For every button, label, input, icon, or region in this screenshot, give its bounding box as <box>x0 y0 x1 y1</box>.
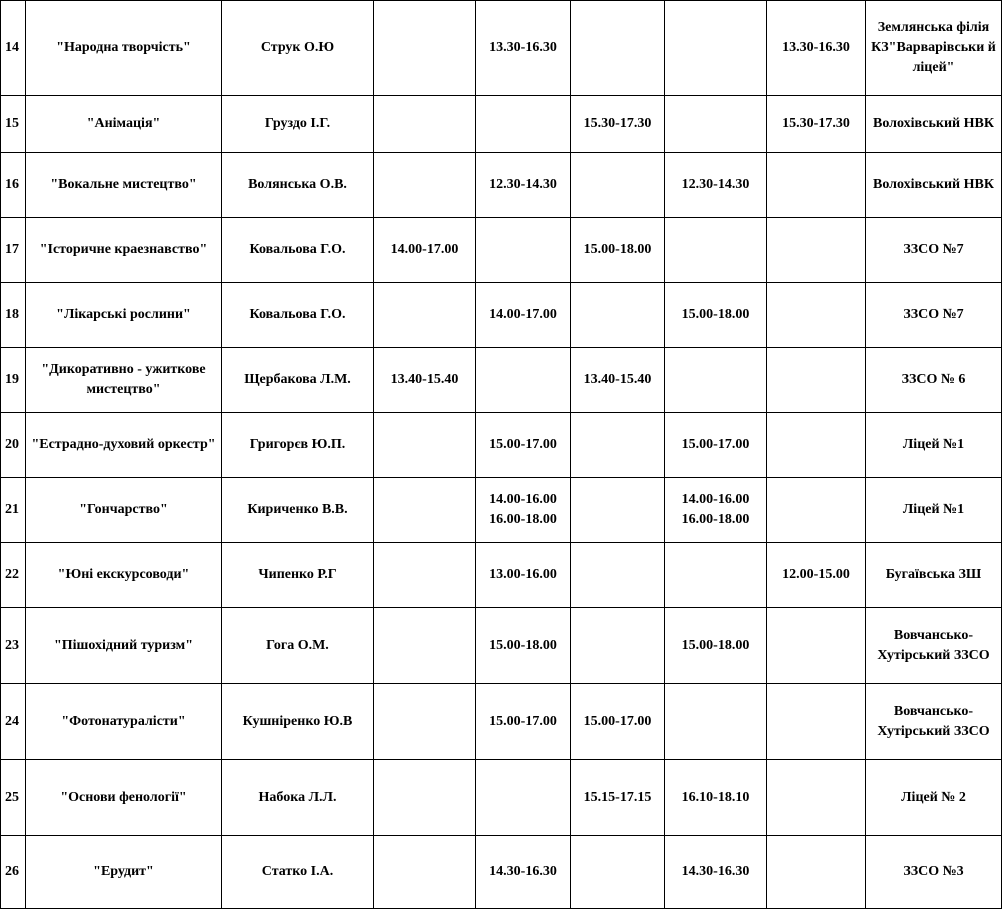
row-number: 18 <box>1 283 26 348</box>
club-name: "Естрадно-духовий оркестр" <box>26 413 222 478</box>
location: Волохівський НВК <box>866 153 1002 218</box>
schedule-wednesday <box>571 478 665 543</box>
row-number: 23 <box>1 608 26 684</box>
row-number: 19 <box>1 348 26 413</box>
schedule-tuesday: 15.00-17.00 <box>476 684 571 760</box>
schedule-friday <box>767 478 866 543</box>
schedule-monday <box>374 153 476 218</box>
teacher-name: Чипенко Р.Г <box>222 543 374 608</box>
club-name: "Анімація" <box>26 96 222 153</box>
club-name: "Дикоративно - ужиткове мистецтво" <box>26 348 222 413</box>
schedule-thursday <box>665 1 767 96</box>
schedule-thursday <box>665 218 767 283</box>
table-row <box>1 413 1002 478</box>
schedule-wednesday <box>571 413 665 478</box>
club-name: "Гончарство" <box>26 478 222 543</box>
schedule-friday <box>767 836 866 909</box>
schedule-wednesday: 15.00-18.00 <box>571 218 665 283</box>
schedule-friday <box>767 760 866 836</box>
row-number: 16 <box>1 153 26 218</box>
schedule-thursday: 14.30-16.30 <box>665 836 767 909</box>
club-name: "Історичне краезнавство" <box>26 218 222 283</box>
schedule-wednesday <box>571 836 665 909</box>
teacher-name: Струк О.Ю <box>222 1 374 96</box>
table-row <box>1 96 1002 153</box>
schedule-monday <box>374 283 476 348</box>
schedule-thursday: 16.10-18.10 <box>665 760 767 836</box>
schedule-monday <box>374 478 476 543</box>
teacher-name: Кириченко В.В. <box>222 478 374 543</box>
schedule-thursday: 15.00-18.00 <box>665 608 767 684</box>
schedule-friday <box>767 348 866 413</box>
teacher-name: Ковальова Г.О. <box>222 218 374 283</box>
location: ЗЗСО №7 <box>866 218 1002 283</box>
schedule-tuesday: 14.00-17.00 <box>476 283 571 348</box>
schedule-wednesday: 15.15-17.15 <box>571 760 665 836</box>
club-name: "Ерудит" <box>26 836 222 909</box>
schedule-tuesday <box>476 218 571 283</box>
table-row <box>1 1 1002 96</box>
schedule-monday <box>374 543 476 608</box>
location: Ліцей № 2 <box>866 760 1002 836</box>
schedule-friday <box>767 413 866 478</box>
table-row <box>1 543 1002 608</box>
club-name: "Лікарські рослини" <box>26 283 222 348</box>
row-number: 15 <box>1 96 26 153</box>
schedule-wednesday: 15.30-17.30 <box>571 96 665 153</box>
schedule-tuesday: 14.30-16.30 <box>476 836 571 909</box>
row-number: 20 <box>1 413 26 478</box>
schedule-monday <box>374 1 476 96</box>
location: Вовчансько-Хутірський ЗЗСО <box>866 684 1002 760</box>
schedule-thursday <box>665 684 767 760</box>
table-row <box>1 218 1002 283</box>
teacher-name: Груздо І.Г. <box>222 96 374 153</box>
table-row <box>1 283 1002 348</box>
schedule-monday <box>374 96 476 153</box>
schedule-friday <box>767 684 866 760</box>
table-row <box>1 608 1002 684</box>
teacher-name: Волянська О.В. <box>222 153 374 218</box>
teacher-name: Ковальова Г.О. <box>222 283 374 348</box>
location: ЗЗСО №7 <box>866 283 1002 348</box>
table-row <box>1 153 1002 218</box>
location: ЗЗСО №3 <box>866 836 1002 909</box>
schedule-wednesday <box>571 608 665 684</box>
row-number: 22 <box>1 543 26 608</box>
row-number: 26 <box>1 836 26 909</box>
schedule-friday: 12.00-15.00 <box>767 543 866 608</box>
schedule-wednesday <box>571 543 665 608</box>
table-row <box>1 760 1002 836</box>
location: Ліцей №1 <box>866 478 1002 543</box>
schedule-monday <box>374 836 476 909</box>
table-body <box>1 1 1002 909</box>
schedule-friday <box>767 153 866 218</box>
location: Землянська філія КЗ"Варварівськи й ліцей" <box>866 1 1002 96</box>
row-number: 24 <box>1 684 26 760</box>
schedule-thursday <box>665 348 767 413</box>
schedule-monday <box>374 760 476 836</box>
schedule-wednesday: 15.00-17.00 <box>571 684 665 760</box>
club-name: "Вокальне мистецтво" <box>26 153 222 218</box>
schedule-tuesday <box>476 348 571 413</box>
teacher-name: Статко І.А. <box>222 836 374 909</box>
location: Вовчансько-Хутірський ЗЗСО <box>866 608 1002 684</box>
teacher-name: Гога О.М. <box>222 608 374 684</box>
schedule-thursday: 12.30-14.30 <box>665 153 767 218</box>
schedule-monday <box>374 684 476 760</box>
schedule-tuesday: 13.30-16.30 <box>476 1 571 96</box>
row-number: 14 <box>1 1 26 96</box>
schedule-wednesday <box>571 1 665 96</box>
schedule-monday <box>374 413 476 478</box>
schedule-tuesday <box>476 760 571 836</box>
row-number: 25 <box>1 760 26 836</box>
table-row <box>1 348 1002 413</box>
schedule-tuesday <box>476 96 571 153</box>
schedule-thursday <box>665 96 767 153</box>
schedule-tuesday: 13.00-16.00 <box>476 543 571 608</box>
schedule-tuesday: 15.00-18.00 <box>476 608 571 684</box>
schedule-friday: 15.30-17.30 <box>767 96 866 153</box>
schedule-thursday: 15.00-17.00 <box>665 413 767 478</box>
schedule-thursday: 14.00-16.00 16.00-18.00 <box>665 478 767 543</box>
schedule-thursday: 15.00-18.00 <box>665 283 767 348</box>
schedule-monday: 14.00-17.00 <box>374 218 476 283</box>
club-name: "Основи фенології" <box>26 760 222 836</box>
teacher-name: Щербакова Л.М. <box>222 348 374 413</box>
location: Ліцей №1 <box>866 413 1002 478</box>
teacher-name: Григорєв Ю.П. <box>222 413 374 478</box>
location: Бугаївська ЗШ <box>866 543 1002 608</box>
schedule-monday: 13.40-15.40 <box>374 348 476 413</box>
club-name: "Народна творчість" <box>26 1 222 96</box>
schedule-tuesday: 12.30-14.30 <box>476 153 571 218</box>
schedule-monday <box>374 608 476 684</box>
schedule-friday <box>767 218 866 283</box>
teacher-name: Набока Л.Л. <box>222 760 374 836</box>
club-name: "Пішохідний туризм" <box>26 608 222 684</box>
schedule-wednesday: 13.40-15.40 <box>571 348 665 413</box>
table-row <box>1 478 1002 543</box>
schedule-friday: 13.30-16.30 <box>767 1 866 96</box>
teacher-name: Кушніренко Ю.В <box>222 684 374 760</box>
location: ЗЗСО № 6 <box>866 348 1002 413</box>
location: Волохівський НВК <box>866 96 1002 153</box>
row-number: 21 <box>1 478 26 543</box>
club-name: "Фотонатуралісти" <box>26 684 222 760</box>
club-name: "Юні екскурсоводи" <box>26 543 222 608</box>
table-row <box>1 684 1002 760</box>
schedule-thursday <box>665 543 767 608</box>
schedule-tuesday: 15.00-17.00 <box>476 413 571 478</box>
row-number: 17 <box>1 218 26 283</box>
schedule-tuesday: 14.00-16.00 16.00-18.00 <box>476 478 571 543</box>
schedule-wednesday <box>571 283 665 348</box>
schedule-friday <box>767 608 866 684</box>
table-row <box>1 836 1002 909</box>
schedule-friday <box>767 283 866 348</box>
schedule-wednesday <box>571 153 665 218</box>
